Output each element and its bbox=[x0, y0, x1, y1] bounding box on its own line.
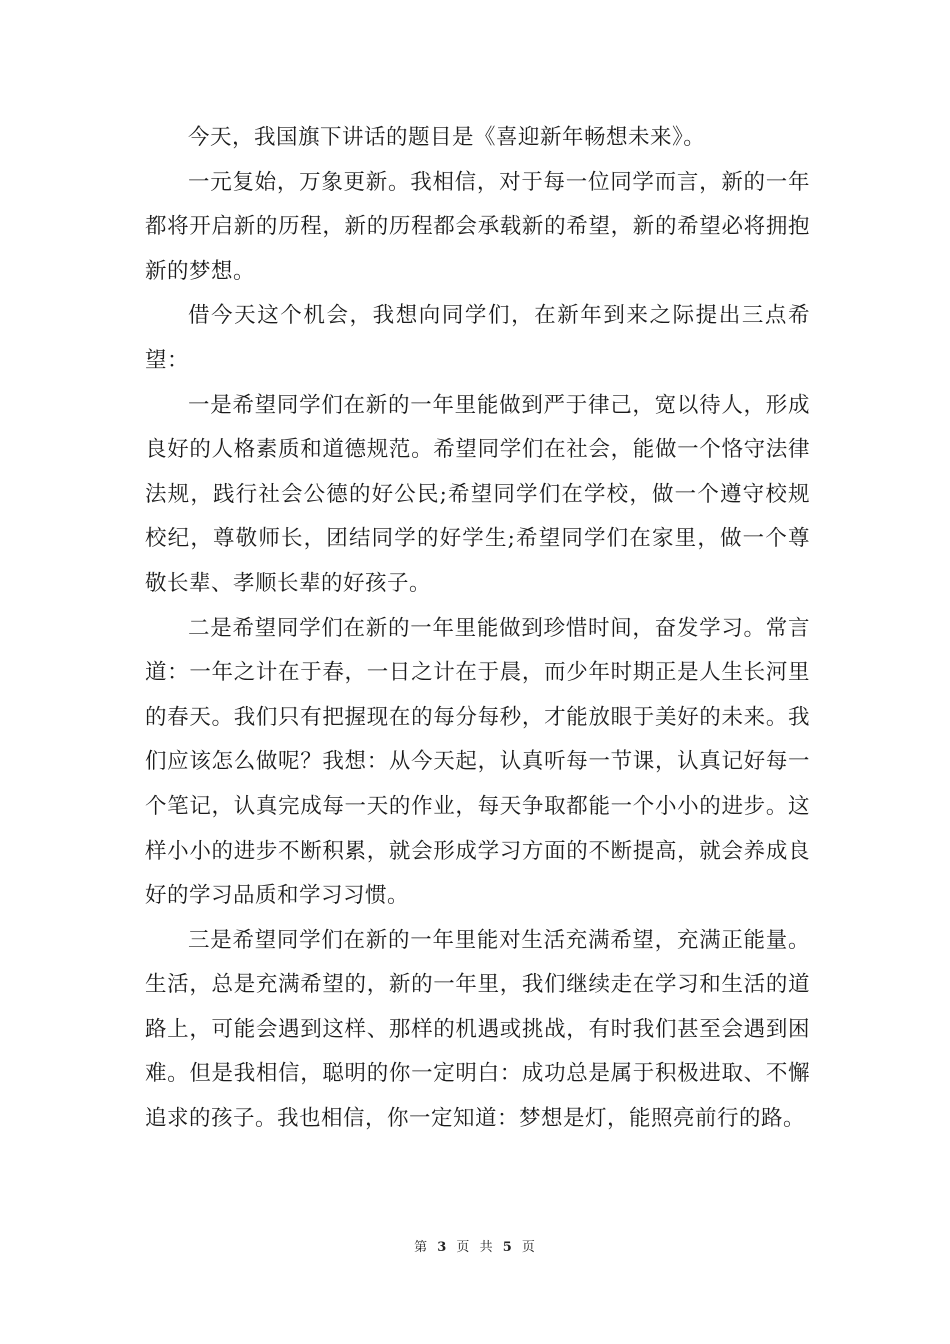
footer-total-word: 共 bbox=[479, 1240, 494, 1255]
document-body bbox=[145, 116, 810, 1142]
footer-prefix: 第 bbox=[414, 1240, 429, 1255]
footer-page-word: 页 bbox=[456, 1240, 471, 1255]
paragraph: 一元复始，万象更新。我相信，对于每一位同学而言，新的一年都将开启新的历程，新的历程都会承载新的希望，新的希望必将拥抱新的梦想。 bbox=[145, 169, 810, 284]
paragraph: 二是希望同学们在新的一年里能做到珍惜时间，奋发学习。常言道：一年之计在于春，一日之计在于晨，而少年时期正是人生长河里的春天。我们只有把握现在的每分每秒，才能放眼于美好的未来。我们应该怎么做呢？我想：从今天起，认真听每一节课，认真记好每一个笔记，认真完成每一天的作业，每天争取都能一个小小的进步。这样小小的进步不断积累，就会形成学习方面的不断提高，就会养成良好的学习品质和学习习惯。 bbox=[145, 615, 810, 909]
paragraph: 今天，我国旗下讲话的题目是《喜迎新年畅想未来》。 bbox=[188, 125, 706, 150]
page-footer bbox=[0, 1236, 950, 1255]
paragraph: 三是希望同学们在新的一年里能对生活充满希望，充满正能量。生活，总是充满希望的，新的一年里，我们继续走在学习和生活的道路上，可能会遇到这样、那样的机遇或挑战，有时我们甚至会遇到困难。但是我相信，聪明的你一定明白：成功总是属于积极进取、不懈追求的孩子。我也相信，你一定知道：梦想是灯，能照亮前行的路。 bbox=[145, 927, 810, 1132]
paragraph: 借今天这个机会，我想向同学们，在新年到来之际提出三点希望： bbox=[145, 303, 810, 373]
footer-suffix: 页 bbox=[521, 1240, 536, 1255]
footer-total-pages: 5 bbox=[502, 1240, 513, 1255]
paragraph: 一是希望同学们在新的一年里能做到严于律己，宽以待人，形成良好的人格素质和道德规范。希望同学们在社会，能做一个恪守法律法规，践行社会公德的好公民;希望同学们在学校，做一个遵守校规校纪，尊敬师长，团结同学的好学生;希望同学们在家里，做一个尊敬长辈、孝顺长辈的好孩子。 bbox=[145, 392, 810, 596]
footer-current-page: 3 bbox=[437, 1240, 448, 1255]
